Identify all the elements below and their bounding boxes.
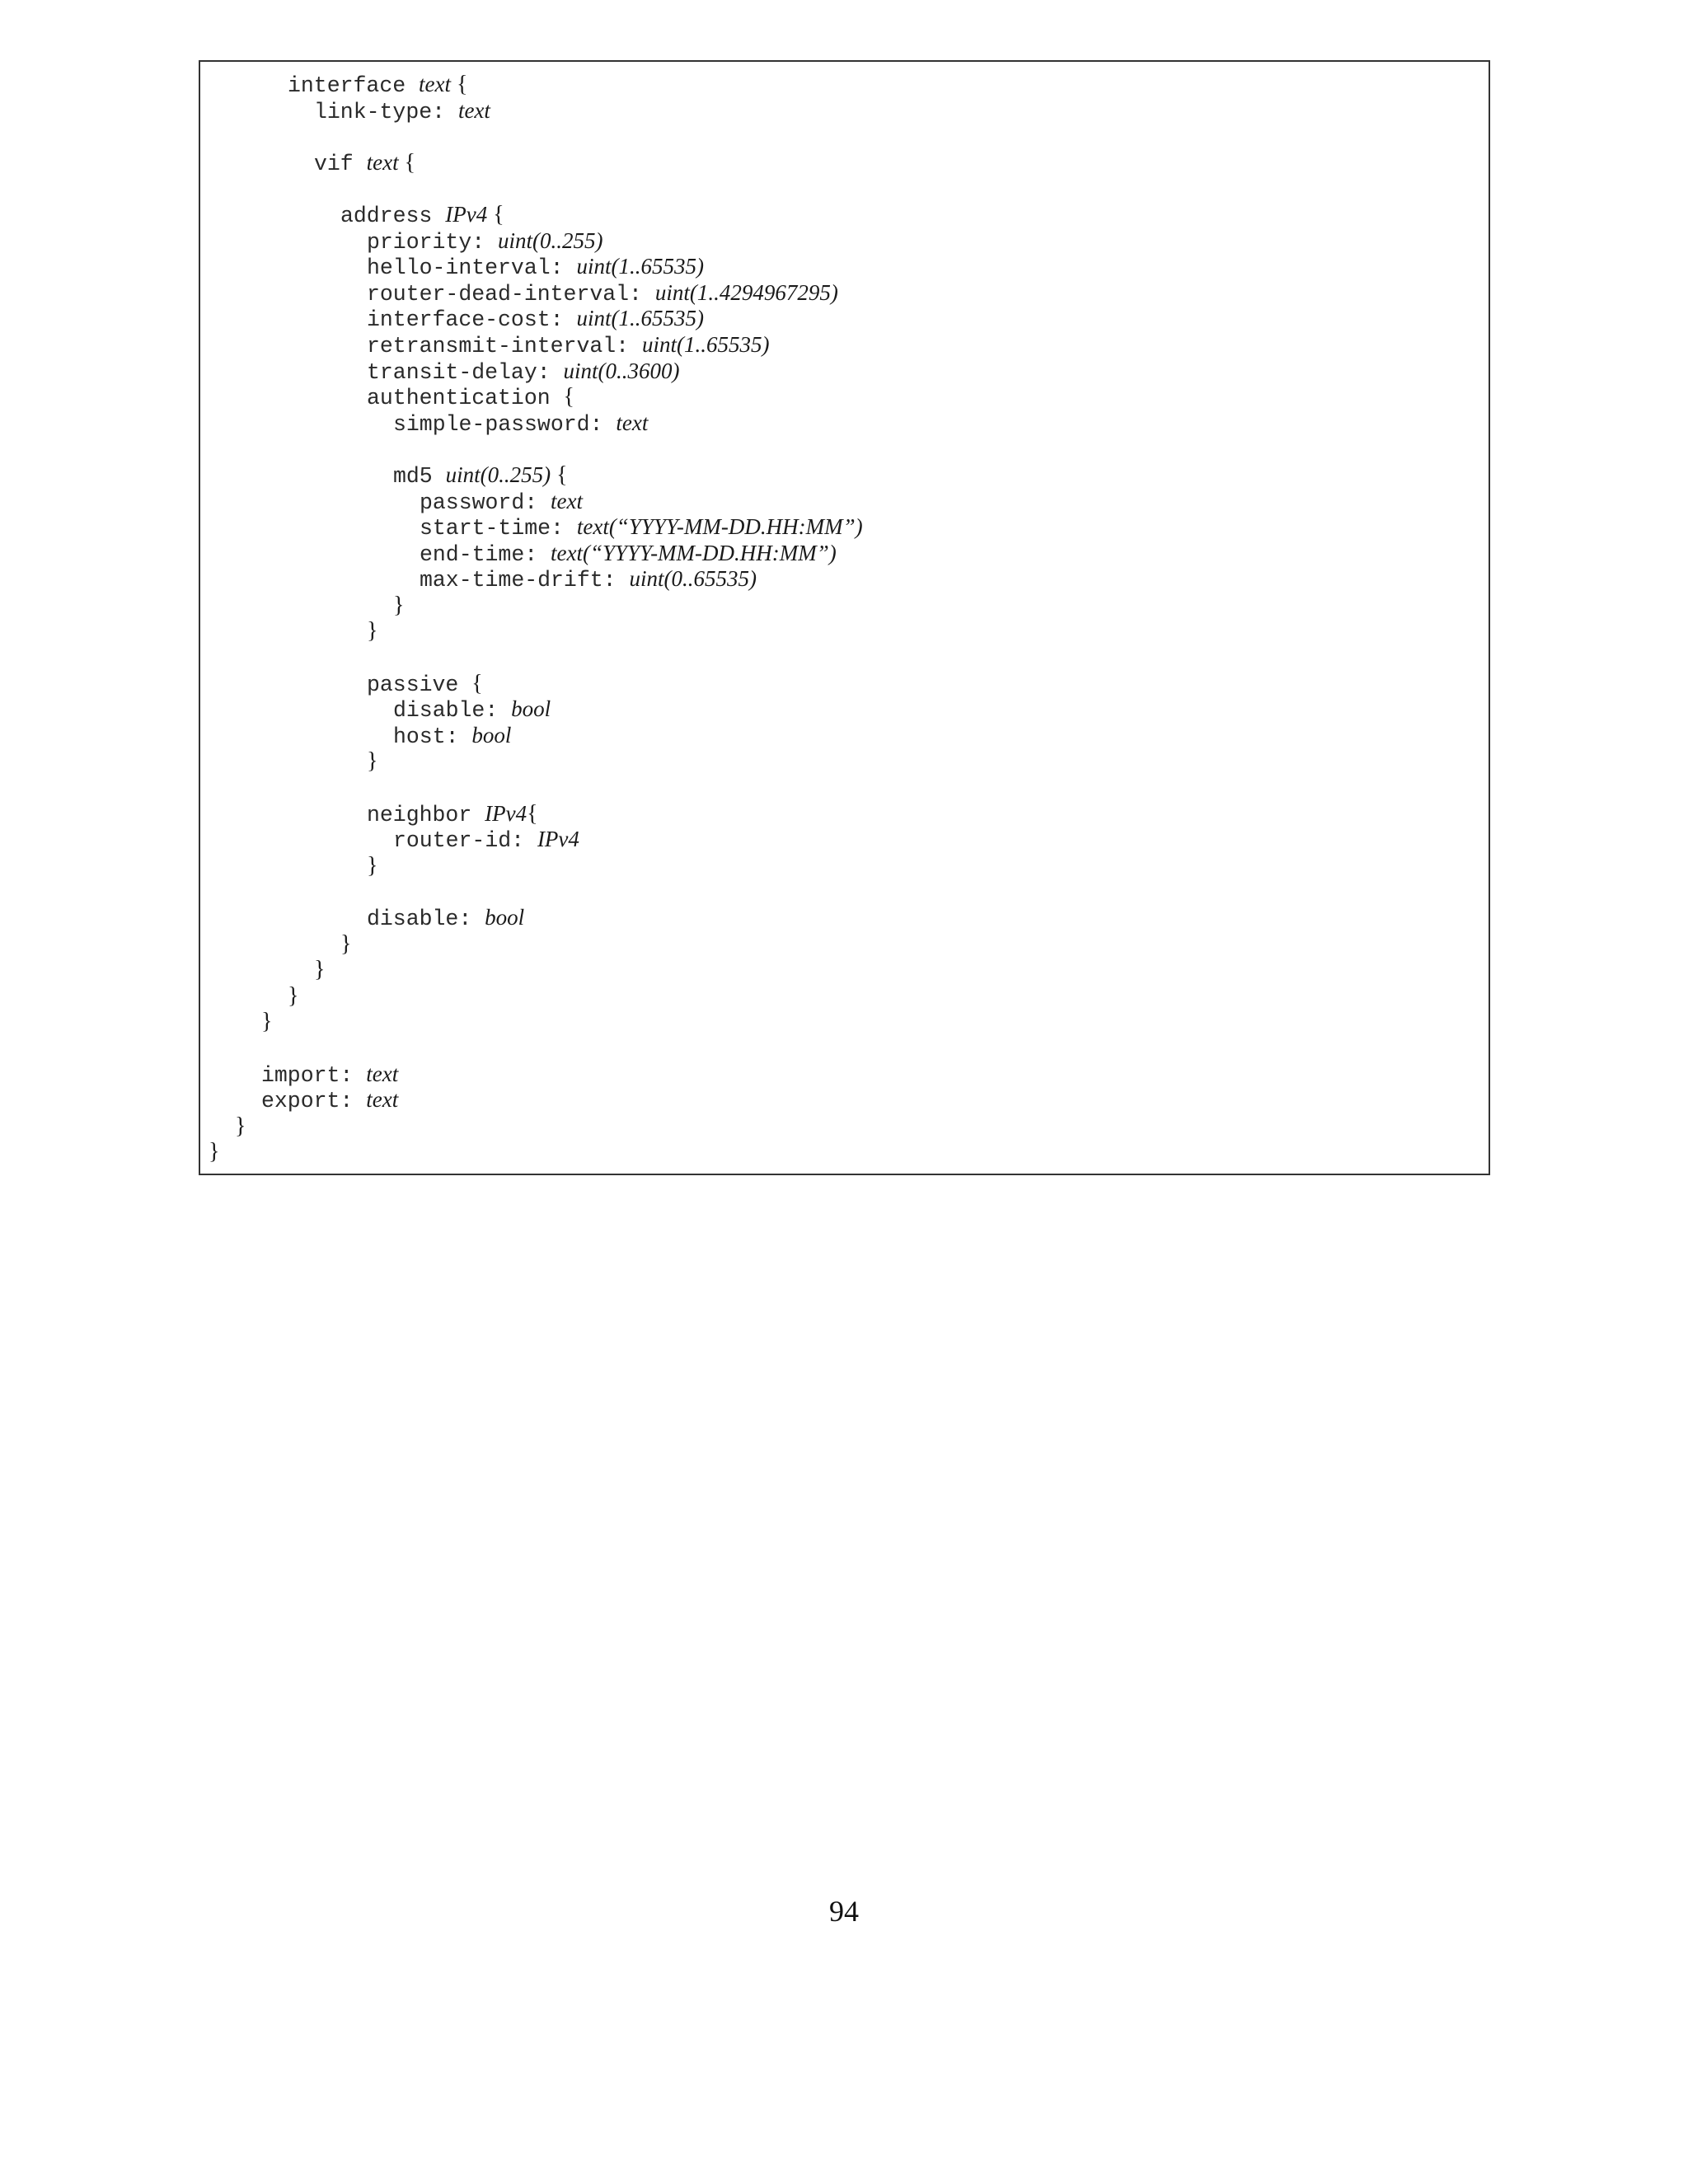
code-line: [200, 801, 1489, 827]
code-keyword: disable:: [367, 907, 485, 931]
code-brace: {: [527, 800, 538, 827]
code-line: [200, 905, 1489, 931]
code-type: bool: [485, 905, 525, 930]
code-line: [200, 72, 1489, 98]
code-brace: }: [367, 618, 378, 644]
code-line: [200, 618, 1489, 644]
code-type: IPv4: [537, 827, 579, 852]
code-line: [200, 124, 1489, 150]
code-line: [200, 150, 1489, 176]
code-type: uint(0..255): [498, 227, 603, 253]
code-brace: }: [367, 852, 378, 879]
code-line: [200, 566, 1489, 593]
code-keyword: priority:: [367, 229, 499, 255]
code-keyword: address: [340, 203, 446, 228]
code-line: [200, 1087, 1489, 1113]
code-line: [200, 410, 1489, 437]
code-type: text: [366, 1061, 399, 1086]
code-type: text: [457, 97, 490, 123]
code-keyword: passive: [367, 672, 472, 697]
code-line: [200, 983, 1489, 1010]
code-type: uint(1..65535): [576, 306, 704, 331]
code-brace: }: [261, 1009, 273, 1035]
code-line: [200, 228, 1489, 255]
code-keyword: md5: [393, 463, 446, 489]
code-type: bool: [511, 696, 551, 722]
code-listing-box: [199, 60, 1490, 1175]
code-listing: [200, 72, 1489, 1165]
code-line: [200, 541, 1489, 567]
code-brace: }: [288, 982, 299, 1009]
code-line: [200, 514, 1489, 541]
code-line: [200, 1062, 1489, 1088]
code-line: [200, 957, 1489, 983]
code-keyword: export:: [261, 1089, 367, 1114]
code-line: [200, 775, 1489, 801]
code-brace: }: [209, 1139, 220, 1165]
code-type: uint(1..65535): [641, 331, 770, 357]
code-brace: {: [398, 149, 416, 176]
code-keyword: hello-interval:: [367, 255, 577, 281]
code-type: text(“YYYY-MM-DD.HH:MM”): [576, 514, 863, 540]
code-line: [200, 176, 1489, 202]
code-line: [200, 723, 1489, 749]
code-line: [200, 98, 1489, 124]
code-type: text: [616, 410, 649, 435]
code-brace: {: [451, 72, 468, 97]
code-line: [200, 931, 1489, 958]
code-line: [200, 879, 1489, 905]
code-line: [200, 696, 1489, 723]
code-line: [200, 1009, 1489, 1035]
code-keyword: interface: [288, 73, 420, 98]
code-line: [200, 748, 1489, 775]
code-brace: {: [551, 462, 568, 488]
code-keyword: vif: [314, 151, 367, 176]
code-keyword: neighbor: [367, 802, 485, 827]
code-line: [200, 1035, 1489, 1062]
code-keyword: host:: [393, 724, 472, 749]
code-line: [200, 853, 1489, 879]
code-brace: }: [235, 1113, 246, 1139]
code-line: [200, 593, 1489, 619]
code-line: [200, 254, 1489, 280]
code-line: [200, 359, 1489, 385]
code-type: IPv4: [445, 201, 488, 227]
page-number: 94: [829, 1895, 859, 1928]
code-type: text: [366, 1087, 399, 1113]
code-line: [200, 436, 1489, 462]
code-line: [200, 671, 1489, 697]
code-keyword: start-time:: [420, 516, 577, 541]
code-keyword: end-time:: [420, 541, 551, 567]
code-keyword: router-dead-interval:: [367, 281, 655, 307]
code-keyword: import:: [261, 1062, 367, 1088]
code-type: text: [551, 488, 584, 513]
code-brace: }: [393, 592, 405, 618]
code-line: [200, 827, 1489, 853]
code-keyword: authentication: [367, 386, 564, 411]
code-keyword: simple-password:: [393, 411, 617, 437]
code-brace: {: [471, 670, 483, 696]
code-line: [200, 644, 1489, 671]
code-keyword: password:: [420, 490, 551, 515]
code-keyword: router-id:: [393, 828, 537, 854]
code-keyword: transit-delay:: [367, 359, 564, 385]
code-brace: }: [340, 930, 352, 957]
code-type: bool: [471, 722, 512, 748]
code-line: [200, 202, 1489, 228]
code-line: [200, 384, 1489, 410]
code-keyword: interface-cost:: [367, 307, 577, 333]
code-type: IPv4: [485, 800, 528, 826]
code-type: text: [419, 72, 452, 96]
code-keyword: max-time-drift:: [420, 568, 630, 593]
code-brace: {: [563, 384, 574, 410]
code-line: [200, 489, 1489, 515]
code-line: [200, 1139, 1489, 1165]
code-line: [200, 306, 1489, 332]
code-type: uint(0..255): [445, 462, 551, 487]
code-line: [200, 462, 1489, 489]
code-line: [200, 1113, 1489, 1140]
code-type: uint(0..3600): [563, 358, 680, 383]
code-line: [200, 332, 1489, 359]
code-keyword: disable:: [393, 698, 512, 724]
code-brace: }: [367, 748, 378, 775]
code-type: uint(1..4294967295): [654, 279, 838, 305]
code-type: text: [366, 149, 399, 175]
code-line: [200, 280, 1489, 307]
code-type: uint(1..65535): [576, 254, 704, 279]
code-brace: }: [314, 957, 326, 983]
code-keyword: retransmit-interval:: [367, 333, 642, 359]
code-type: uint(0..65535): [629, 566, 757, 592]
code-keyword: link-type:: [314, 99, 458, 124]
code-type: text(“YYYY-MM-DD.HH:MM”): [551, 540, 837, 565]
code-brace: {: [487, 201, 504, 227]
